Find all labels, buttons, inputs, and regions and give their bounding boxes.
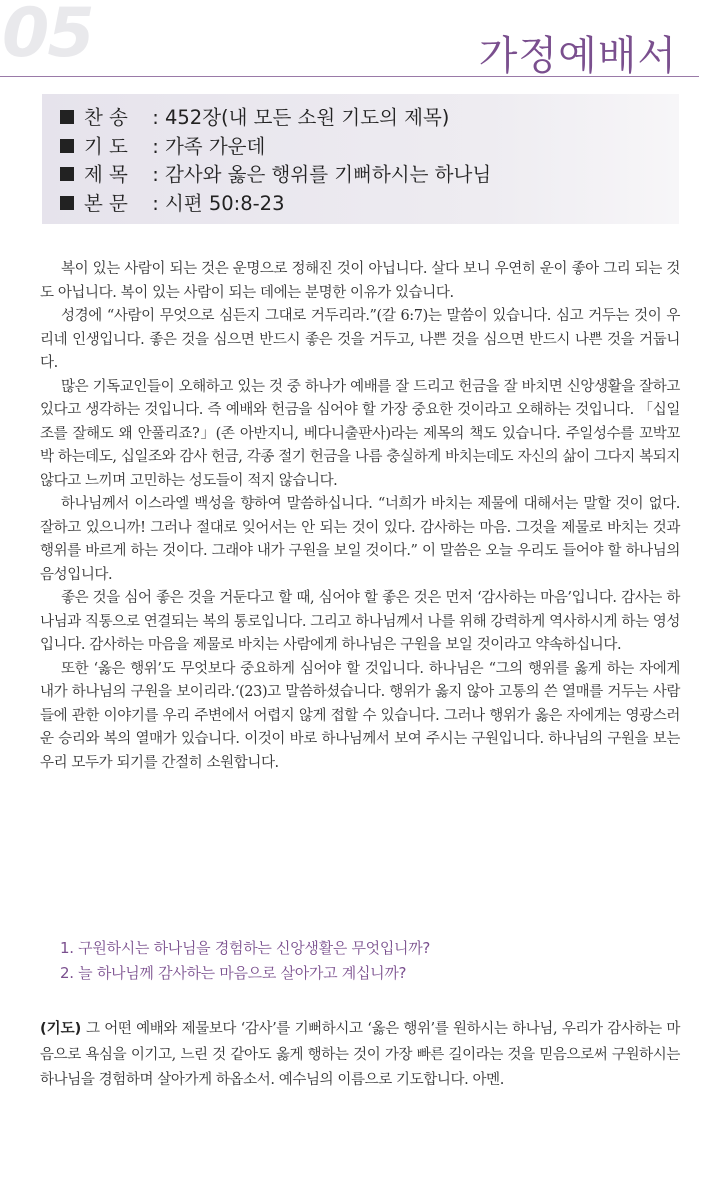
info-row-prayer bbox=[60, 133, 679, 162]
body-paragraph: 또한 ‘옳은 행위’도 무엇보다 중요하게 심어야 할 것입니다. 하나님은 “그의 행위를 옳게 하는 자에게 내가 하나님의 구원을 보이리라.‘(23)고 말씀하셨습니다. 행위가 옳지 않아 고통의 쓴 열매를 거두는 사람들에 관한 이야기를 우리 주변에서 어렵지 않게 접할 수 있습니다. 그러나 행위가 옳은 자에게는 영광스러운 승리와 복의 열매가 있습니다. 이것이 바로 하나님께서 보여 주시는 구원입니다. 하나님의 구원을 보는 우리 모두가 되기를 간절히 소원합니다. bbox=[40, 660, 680, 771]
info-label: 본 문 bbox=[84, 191, 128, 215]
body-paragraph: 복이 있는 사람이 되는 것은 운명으로 정해진 것이 아닙니다. 살다 보니 우연히 운이 좋아 그리 되는 것도 아닙니다. 복이 있는 사람이 되는 데에는 분명한 이유가 있습니다. bbox=[40, 261, 680, 301]
info-label: 기 도 bbox=[84, 134, 128, 158]
info-colon: : bbox=[146, 163, 165, 186]
page-number: 05 bbox=[2, 0, 93, 73]
square-bullet-icon bbox=[60, 167, 74, 181]
info-row-hymn bbox=[60, 104, 679, 133]
info-label: 제 목 bbox=[84, 163, 128, 186]
service-info-box bbox=[42, 94, 679, 224]
info-colon: : bbox=[146, 134, 165, 158]
question-item: 2. 늘 하나님께 감사하는 마음으로 살아가고 계십니까? bbox=[60, 964, 407, 982]
closing-prayer bbox=[40, 1017, 680, 1094]
prayer-label: (기도) bbox=[40, 1021, 82, 1037]
info-row-subject bbox=[60, 161, 679, 190]
body-paragraph: 많은 기독교인들이 오해하고 있는 것 중 하나가 예배를 잘 드리고 헌금을 잘 바치면 신앙생활을 잘하고 있다고 생각하는 것입니다. 즉 예배와 헌금을 심어야 할 가장 중요한 것이라고 오해하는 것입니다. 「십일조를 잘해도 왜 안풀리죠?」(존 아반지니, 베다니출판사)라는 제목의 책도 있습니다. 주일성수를 꼬박꼬박 하는데도, 십일조와 감사 헌금, 각종 절기 헌금을 나름 충실하게 바치는데도 자신의 삶이 그다지 복되지 않다고 느끼며 고민하는 성도들이 적지 않습니다. bbox=[40, 378, 680, 489]
question-item: 1. 구원하시는 하나님을 경험하는 신앙생활은 무엇입니까? bbox=[60, 939, 431, 957]
info-row-scripture bbox=[60, 190, 679, 219]
info-value: 감사와 옳은 행위를 기뻐하시는 하나님 bbox=[164, 163, 492, 186]
page-title: 가정예배서 bbox=[478, 33, 677, 79]
discussion-questions bbox=[60, 936, 680, 986]
title-divider bbox=[0, 76, 699, 77]
body-paragraph: 좋은 것을 심어 좋은 것을 거둔다고 할 때, 심어야 할 좋은 것은 먼저 ‘감사하는 마음’입니다. 감사는 하나님과 직통으로 연결되는 복의 통로입니다. 그리고 하나님께서 나를 위해 강력하게 역사하시게 하는 영성입니다. 감사하는 마음을 제물로 바치는 사람에게 하나님은 구원을 보일 것이라고 약속하십니다. bbox=[40, 590, 680, 653]
info-colon: : bbox=[146, 106, 165, 129]
body-paragraph: 하나님께서 이스라엘 백성을 향하여 말씀하십니다. “너희가 바치는 제물에 대해서는 말할 것이 없다. 잘하고 있으니까! 그러나 절대로 잊어서는 안 되는 것이 있다. 감사하는 마음. 그것을 제물로 바치는 것과 행위를 바르게 하는 것이다. 그래야 내가 구원을 보일 것이다.” 이 말씀은 오늘 우리도 들어야 할 하나님의 음성입니다. bbox=[40, 496, 680, 583]
info-label: 찬 송 bbox=[84, 106, 128, 129]
square-bullet-icon bbox=[60, 196, 74, 210]
info-colon: : bbox=[146, 191, 165, 215]
square-bullet-icon bbox=[60, 110, 74, 124]
info-value: 452장(내 모든 소원 기도의 제목) bbox=[164, 106, 450, 129]
square-bullet-icon bbox=[60, 139, 74, 153]
info-value: 가족 가운데 bbox=[164, 134, 266, 158]
prayer-text: 그 어떤 예배와 제물보다 ‘감사’를 기뻐하시고 ‘옳은 행위’를 원하시는 하나님, 우리가 감사하는 마음으로 욕심을 이기고, 느린 것 같아도 옳게 행하는 것이 가장 빠른 길이라는 것을 믿음으로써 구원하시는 하나님을 경험하며 살아가게 하옵소서. 예수님의 이름으로 기도합니다. 아멘. bbox=[40, 1021, 680, 1088]
body-paragraph: 성경에 “사람이 무엇으로 심든지 그대로 거두리라.”(갈 6:7)는 말씀이 있습니다. 심고 거두는 것이 우리네 인생입니다. 좋은 것을 심으면 반드시 좋은 것을 거두고, 나쁜 것을 심으면 반드시 나쁜 것을 거둡니다. bbox=[40, 308, 680, 371]
sermon-body bbox=[40, 258, 680, 775]
info-value: 시편 50:8-23 bbox=[164, 191, 285, 215]
